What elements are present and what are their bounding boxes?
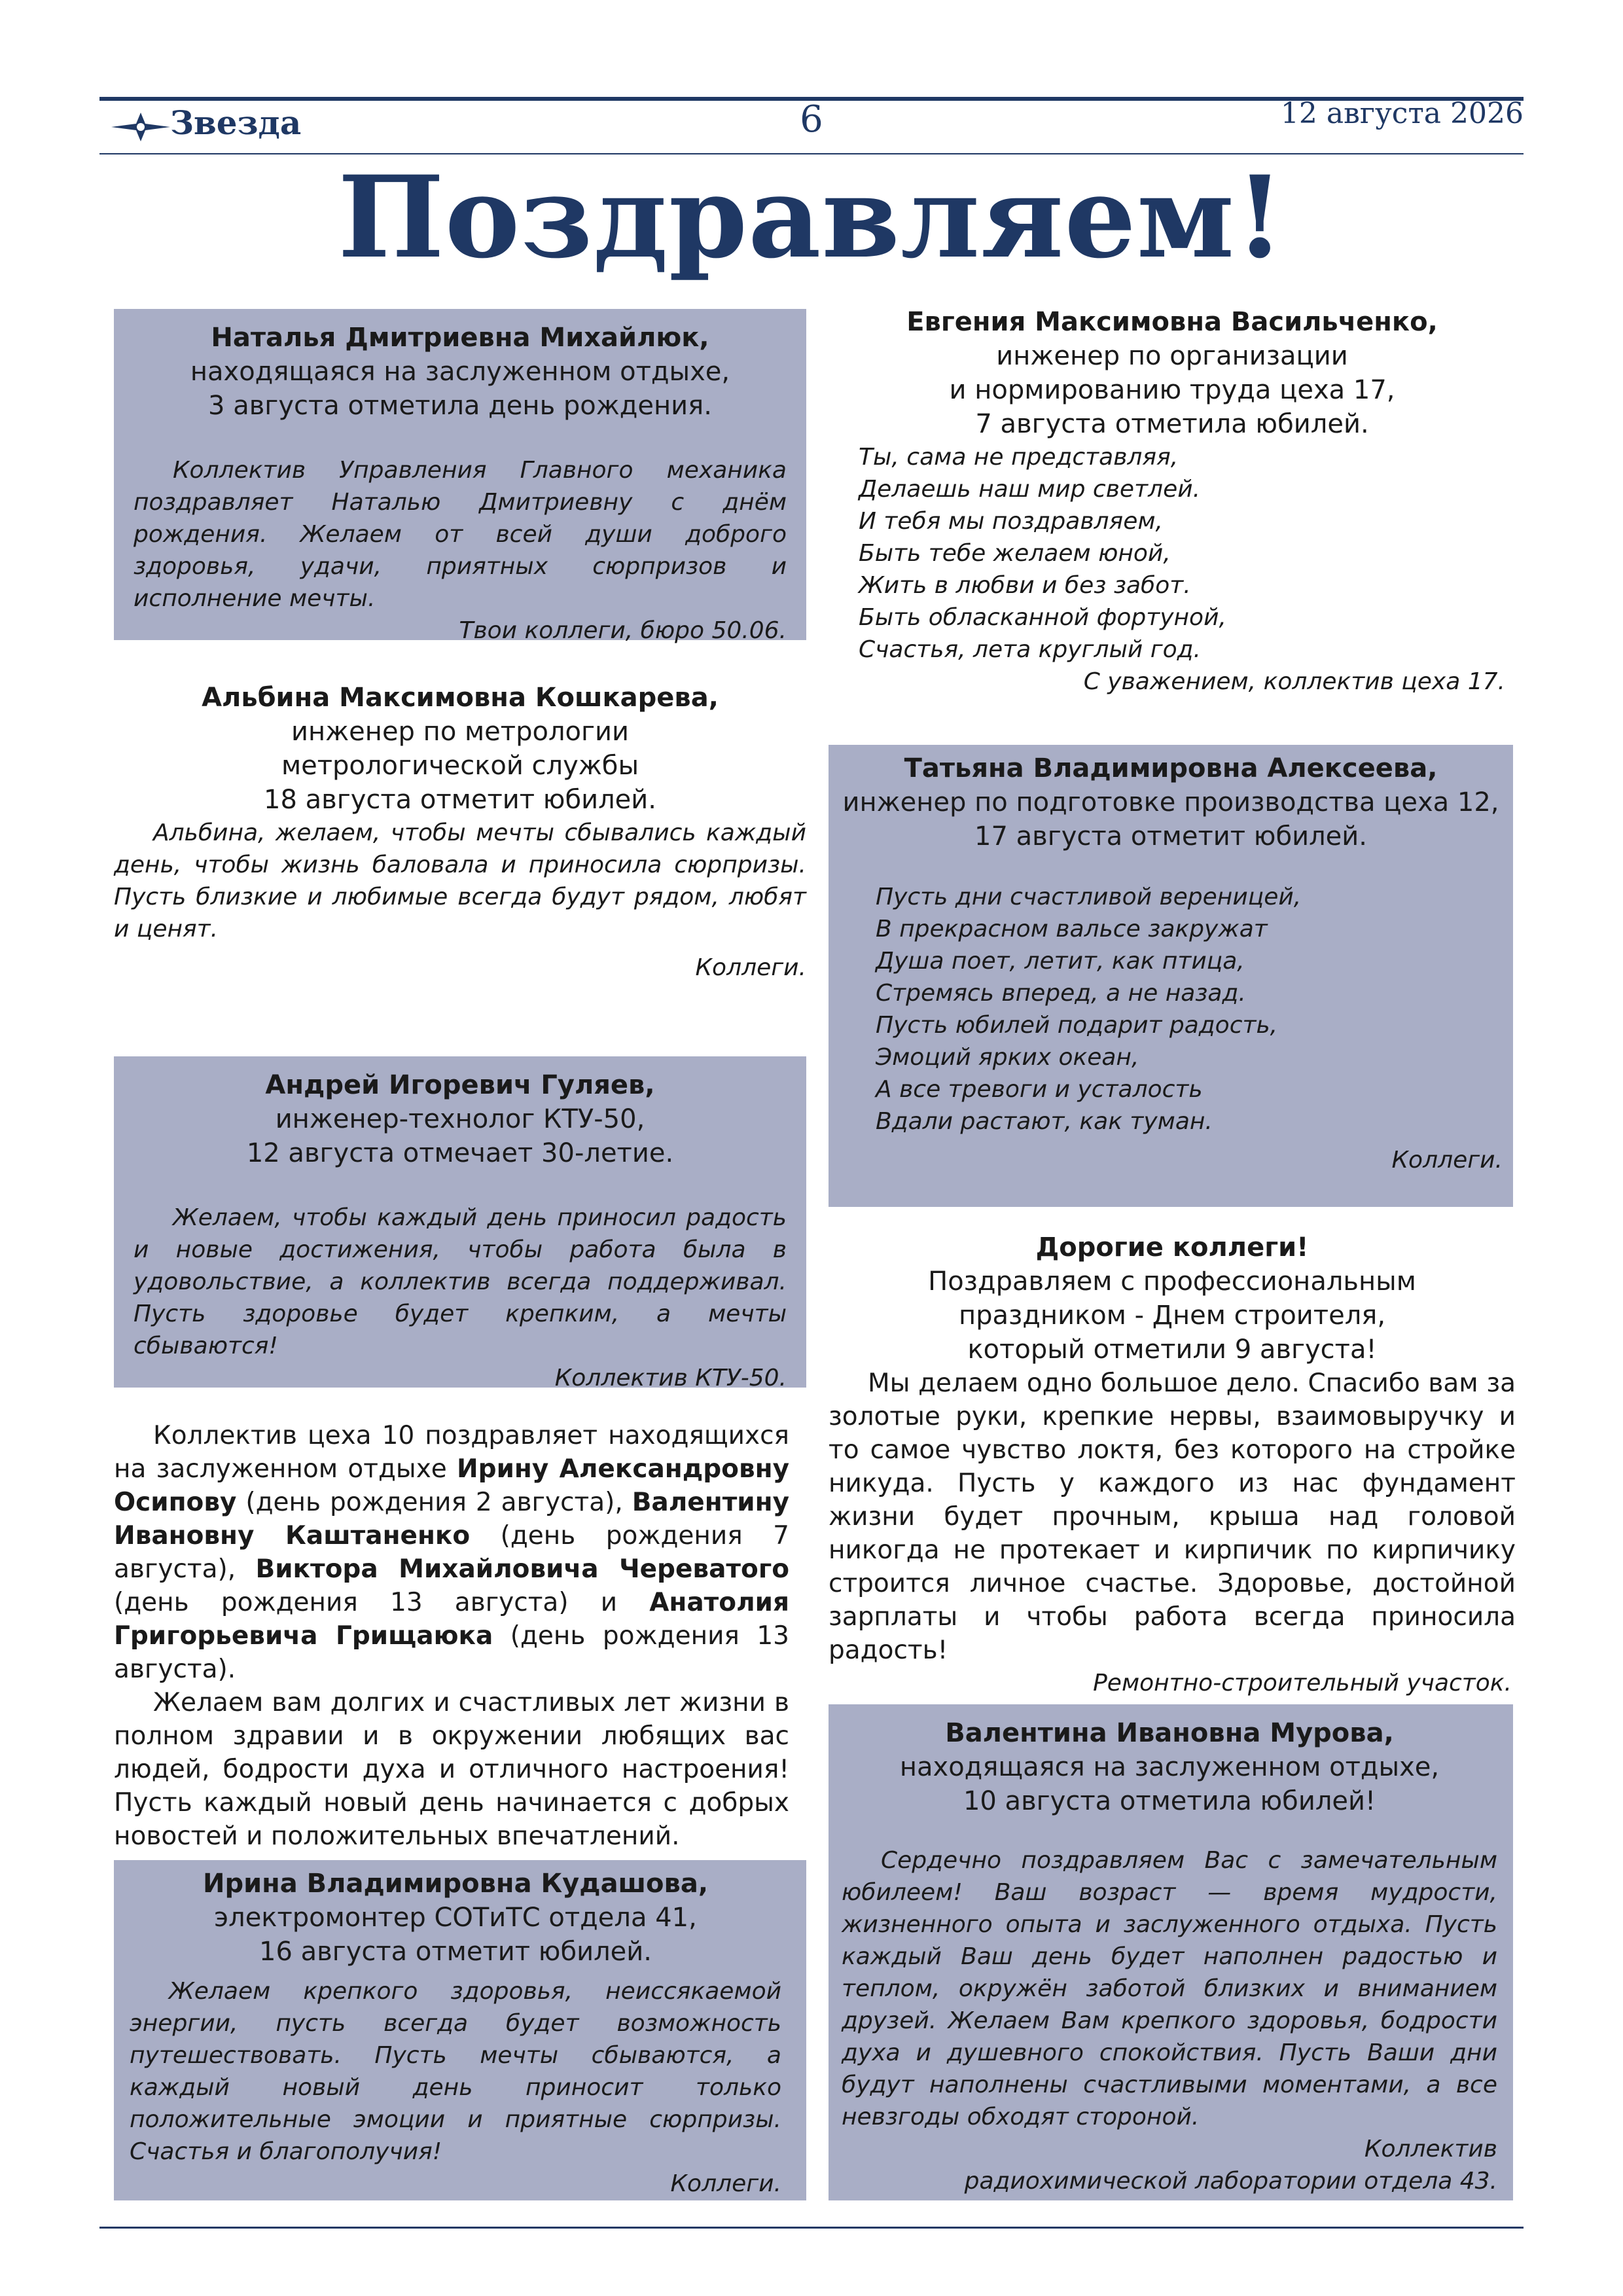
signature: Коллеги. (670, 2170, 781, 2197)
greeting-text: Желаем, чтобы каждый день приносил радость и новые достижения, чтобы работа была в удовольствие, а коллектив всегда поддерживал. Пусть здоровье будет крепким, а мечты сбываются! (134, 1204, 787, 1359)
person-name: Евгения Максимовна Васильченко, (906, 307, 1438, 337)
signature: Твои коллеги, бюро 50.06. (459, 617, 787, 644)
person-position: инженер по организации (996, 341, 1348, 371)
occasion: 18 августа отметит юбилей. (264, 785, 656, 815)
greeting-paragraph-1: Коллектив цеха 10 поздравляет находящихся на заслуженном отдыхе Ирину Александровну Осипову (день рождения 2 августа), Валентину Ивановну Каштаненко (день рождения 7 августа), Виктора Михайловича Череватого (день рождения 13 августа) и Анатолия Григорьевича Грищаюка (день рождения 13 августа). (114, 1421, 789, 1684)
poem (839, 881, 1503, 1138)
person-position: инженер по подготовке производства цеха 12, (842, 787, 1499, 817)
poem-line: Пусть дни счастливой вереницей, (876, 884, 1302, 910)
greeting-mikhailyuk (114, 309, 806, 644)
signature-line-2: радиохимической лаборатории отдела 43. (964, 2168, 1497, 2195)
poem-line: Вдали растают, как туман. (876, 1108, 1213, 1135)
greeting-shop-10 (114, 1419, 789, 1853)
poem-line: В прекрасном вальсе закружат (876, 916, 1268, 942)
newspaper-name: Звезда (170, 103, 302, 142)
greeting-paragraph-2: Желаем вам долгих и счастливых лет жизни в полном здравии и в окружении любящих вас людей, бодрости духа и отличного настроения! Пусть каждый новый день начинается с добрых новостей и положительных впечатлений. (114, 1688, 789, 1851)
person-position: инженер-технолог КТУ-50, (275, 1104, 645, 1134)
occasion: 10 августа отметила юбилей! (963, 1786, 1376, 1816)
person-name: Татьяна Владимировна Алексеева, (904, 753, 1438, 783)
page-number: 6 (800, 98, 823, 141)
signature: С уважением, коллектив цеха 17. (1083, 668, 1505, 695)
issue-date: 12 августа 2026 (1280, 97, 1524, 130)
person-position: инженер по метрологии (291, 717, 629, 747)
greeting-subtitle: Поздравляем с профессиональным (928, 1266, 1416, 1297)
greeting-text: Мы делаем одно большое дело. Спасибо вам за золотые руки, крепкие нервы, взаимовыручку и то самое чувство локтя, без которого на стройке никуда. Пусть у каждого из нас фундамент жизни будет прочным, крыша над головой никогда не протекает и кирпичик по кирпичику строится личное счастье. Здоровье, достойной зарплаты и чтобы работа всегда приносила радость! (829, 1369, 1516, 1665)
greeting-kudashova (114, 1860, 806, 2200)
poem-line: Ты, сама не представляя, (859, 444, 1179, 471)
signature: Ремонтно-строительный участок. (1093, 1670, 1512, 1696)
person-department: и нормированию труда цеха 17, (949, 375, 1395, 405)
signature: Коллектив КТУ-50. (554, 1365, 787, 1391)
person-position: электромонтер СОТиТС отдела 41, (214, 1903, 697, 1933)
retiree-name: Анатолия Григорьевича Грищаюка (114, 1588, 789, 1651)
greeting-heading: Дорогие коллеги! (1035, 1232, 1309, 1263)
greeting-murova (829, 1704, 1513, 2200)
signature: Коллеги. (1391, 1147, 1503, 1174)
person-name: Ирина Владимировна Кудашова, (202, 1869, 709, 1899)
poem-line: Пусть юбилей подарит радость, (876, 1012, 1278, 1039)
signature-line-1: Коллектив (1364, 2136, 1497, 2162)
greeting-text: Коллектив Управления Главного механика поздравляет Наталью Дмитриевну с днём рождения. Желаем от всей души доброго здоровья, удачи, приятных сюрпризов и исполнение мечты. (134, 457, 787, 612)
poem-line: Быть тебе желаем юной, (859, 540, 1171, 567)
poem (829, 441, 1516, 666)
page-title: Поздравляем! (338, 151, 1285, 283)
poem-line: Делаешь наш мир светлей. (859, 476, 1201, 503)
signature: Коллеги. (695, 954, 806, 981)
occasion: 16 августа отметит юбилей. (259, 1937, 652, 1967)
person-status: находящаяся на заслуженном отдыхе, (899, 1752, 1440, 1782)
occasion: 3 августа отметила день рождения. (208, 391, 712, 421)
greeting-builders-day (829, 1230, 1516, 1699)
person-name: Андрей Игоревич Гуляев, (265, 1070, 655, 1100)
greeting-alekseeva (829, 745, 1513, 1207)
star-logo-icon (111, 113, 170, 141)
poem-line: И тебя мы поздравляем, (859, 508, 1163, 535)
person-name: Альбина Максимовна Кошкарева, (202, 683, 719, 713)
occasion: 17 августа отметит юбилей. (974, 821, 1367, 852)
person-status: находящаяся на заслуженном отдыхе, (190, 357, 730, 387)
greeting-subtitle: праздником - Днем строителя, (958, 1300, 1386, 1331)
poem-line: Эмоций ярких океан, (876, 1044, 1139, 1071)
poem-line: Стремясь вперед, а не назад. (876, 980, 1246, 1007)
greeting-text: Желаем крепкого здоровья, неиссякаемой энергии, пусть всегда будет возможность путешествовать. Пусть мечты сбываются, а каждый новый день приносит только положительные эмоции и приятные сюрпризы. Счастья и благополучия! (130, 1978, 781, 2165)
greeting-subtitle: который отметили 9 августа! (967, 1335, 1377, 1365)
poem-line: Счастья, лета круглый год. (859, 636, 1201, 663)
greeting-koshkareva (114, 681, 806, 984)
poem-line: Жить в любви и без забот. (859, 572, 1191, 599)
person-name: Наталья Дмитриевна Михайлюк, (211, 323, 709, 353)
greeting-text: Сердечно поздравляем Вас с замечательным юбилеем! Ваш возраст — время мудрости, жизненного опыта и заслуженного отдыха. Пусть каждый Ваш день будет наполнен радостью и теплом, окружён заботой близких и вниманием друзей. Желаем Вам крепкого здоровья, бодрости духа и душевного спокойствия. Пусть Ваши дни будут наполнены счастливыми моментами, а все невзгоды обходят стороной. (842, 1847, 1497, 2130)
retiree-name: Валентину Ивановну Каштаненко (114, 1488, 789, 1551)
poem-line: Быть обласканной фортуной, (859, 604, 1226, 631)
occasion: 7 августа отметила юбилей. (975, 409, 1369, 439)
poem-line: А все тревоги и усталость (876, 1076, 1203, 1103)
occasion: 12 августа отмечает 30-летие. (246, 1138, 674, 1168)
footer-rule (99, 2227, 1524, 2229)
greeting-vasilchenko (829, 305, 1516, 698)
poem-line: Душа поет, летит, как птица, (876, 948, 1245, 975)
retiree-name: Виктора Михайловича Череватого (255, 1554, 789, 1584)
person-name: Валентина Ивановна Мурова, (945, 1718, 1394, 1748)
greeting-gulyaev (114, 1056, 806, 1391)
person-department: метрологической службы (281, 751, 639, 781)
greeting-text: Альбина, желаем, чтобы мечты сбывались каждый день, чтобы жизнь баловала и приносила сюрпризы. Пусть близкие и любимые всегда будут рядом, любят и ценят. (114, 819, 806, 942)
retiree-name: Ирину Александровну Осипову (114, 1454, 789, 1517)
